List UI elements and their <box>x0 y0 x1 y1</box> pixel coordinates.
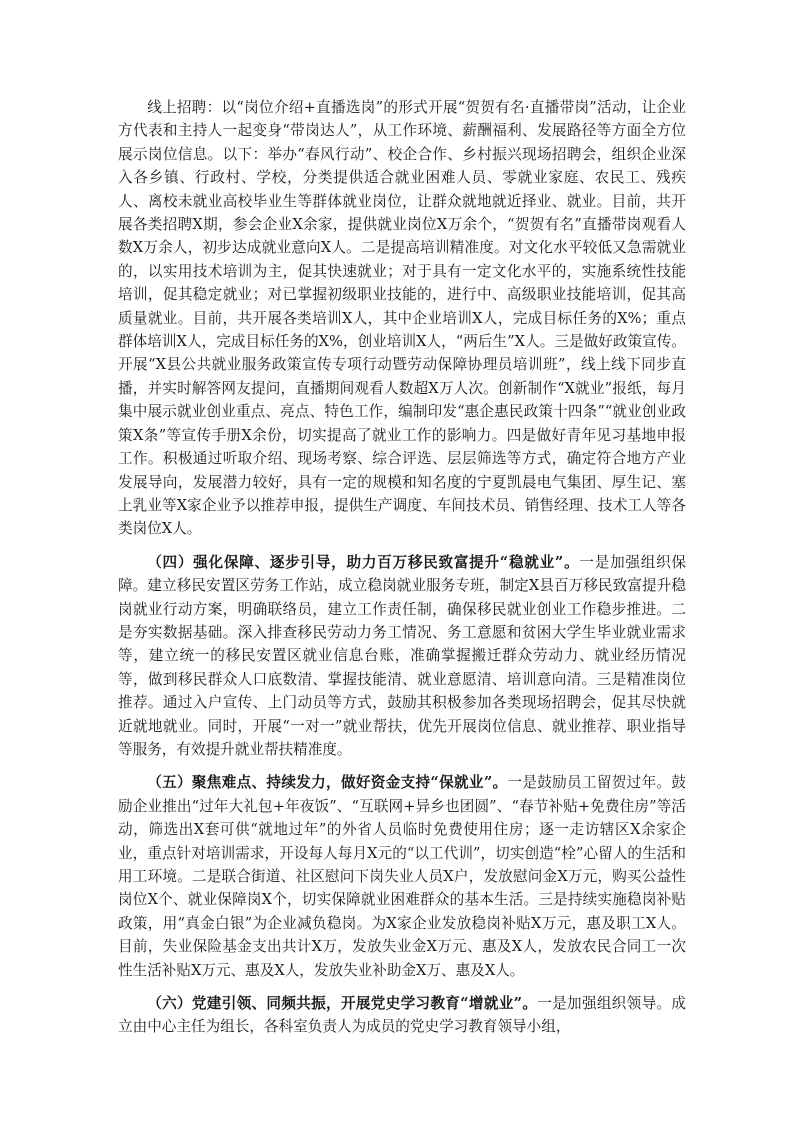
section-4-heading: （四）强化保障、逐步引导，助力百万移民致富提升“稳就业”。 <box>147 553 580 571</box>
paragraph-section-4 <box>118 551 686 762</box>
section-6-body: 一是加强组织领导。成立由中心主任为组长，各科室负责人为成员的党史学习教育领导小组， <box>118 995 686 1036</box>
paragraph-body: 线上招聘：以“岗位介绍+直播选岗”的形式开展“贺贺有名·直播带岗”活动，让企业方代表和主持人一起变身“带岗达人”，从工作环境、薪酬福利、发展路径等方面全方位展示岗位信息。以下：举办“春风行动”、校企合作、乡村振兴现场招聘会，组织企业深入各乡镇、行政村、学校，分类提供适合就业困难人员、零就业家庭、农民工、残疾人、离校未就业高校毕业生等群体就业岗位，让群众就地就近择业、就业。目前，共开展各类招聘X期，参会企业X余家，提供就业岗位X万余个，“贺贺有名”直播带岗观看人数X万余人，初步达成就业意向X人。二是提高培训精准度。对文化水平较低又急需就业的，以实用技术培训为主，促其快速就业；对于具有一定文化水平的，实施系统性技能培训，促其稳定就业；对已掌握初级职业技能的，进行中、高级职业技能培训，促其高质量就业。目前，共开展各类培训X人，其中企业培训X人，完成目标任务的X%；重点群体培训X人，完成目标任务的X%，创业培训X人，“两后生”X人。三是做好政策宣传。开展“X县公共就业服务政策宣传专项行动暨劳动保障协理员培训班”，线上线下同步直播，并实时解答网友提问，直播期间观看人数超X万人次。创新制作“X就业”报纸，每月集中展示就业创业重点、亮点、特色工作，编制印发“惠企惠民政策十四条”“就业创业政策X条”等宣传手册X余份，切实提高了就业工作的影响力。四是做好青年见习基地申报工作。积极通过听取介绍、现场考察、综合评选、层层筛选等方式，确定符合地方产业发展导向，发展潜力较好，具有一定的规模和知名度的宁夏凯晨电气集团、厚生记、塞上乳业等X家企业予以推荐申报，提供生产调度、车间技术员、销售经理、技术工人等各类岗位X人。 <box>118 99 686 538</box>
paragraph-online-recruitment <box>118 96 686 541</box>
paragraph-section-6 <box>118 992 686 1039</box>
paragraph-section-5 <box>118 771 686 982</box>
section-5-heading: （五）聚焦难点、持续发力，做好资金支持“保就业”。 <box>147 774 508 792</box>
section-6-heading: （六）党建引领、同频共振，开展党史学习教育“增就业”。 <box>147 995 538 1013</box>
section-5-body: 一是鼓励员工留贺过年。鼓励企业推出“过年大礼包+年夜饭”、“互联网+异乡也团圆”、“春节补贴+免费住房”等活动，筛选出X套可供“就地过年”的外省人员临时免费使用住房；逐一走访辖区X余家企业，重点针对培训需求，开设每人每月X元的“以工代训”，切实创造“栓”心留人的生活和用工环境。二是联合街道、社区慰问下岗失业人员X户，发放慰问金X万元，购买公益性岗位X个、就业保障岗X个，切实保障就业困难群众的基本生活。三是持续实施稳岗补贴政策，用“真金白银”为企业减负稳岗。为X家企业发放稳岗补贴X万元，惠及职工X人。目前，失业保险基金支出共计X万，发放失业金X万元、惠及X人，发放农民合同工一次性生活补贴X万元、惠及X人，发放失业补助金X万、惠及X人。 <box>118 774 686 979</box>
document-page <box>118 96 686 1039</box>
section-4-body: 一是加强组织保障。建立移民安置区劳务工作站，成立稳岗就业服务专班，制定X县百万移民致富提升稳岗就业行动方案，明确联络员，建立工作责任制，确保移民就业创业工作稳步推进。二是夯实数据基础。深入排查移民劳动力务工情况、务工意愿和贫困大学生毕业就业需求等，建立统一的移民安置区就业信息台账，准确掌握搬迁群众劳动力、就业经历情况等，做到移民群众人口底数清、掌握技能清、就业意愿清、培训意向清。三是精准岗位推荐。通过入户宣传、上门动员等方式，鼓励其积极参加各类现场招聘会，促其尽快就近就地就业。同时，开展“一对一”就业帮扶，优先开展岗位信息、就业推荐、职业指导等服务，有效提升就业帮扶精准度。 <box>118 553 686 758</box>
